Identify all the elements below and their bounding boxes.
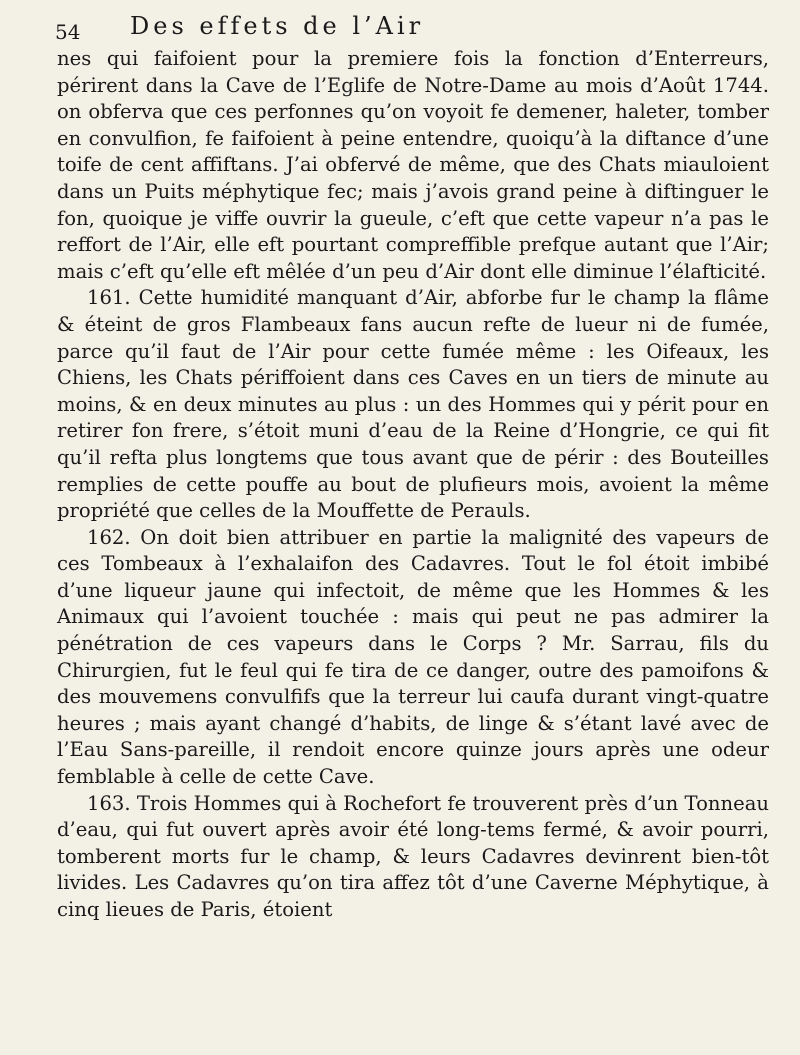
- paragraph-161: 161. Cette humidité manquant d’Air, abforbe fur le champ la flâme & éteint de gros Flambeaux fans aucun refte de lueur ni de fumée, parce qu’il faut de l’Air pour cette fumée même : les Oifeaux, les Chiens, les Chats périffoient dans ces Caves en un tiers de minute au moins, & en deux minutes au plus : un des Hommes qui y périt pour en retirer fon frere, s’étoit muni d’eau de la Reine d’Hongrie, ce qui fit qu’il refta plus longtems que tous avant que de périr : des Bouteilles remplies de cette pouffe au bout de plufieurs mois, avoient la même propriété que celles de la Mouffette de Perauls.: [57, 286, 769, 523]
- page-number: 54: [55, 20, 81, 44]
- running-title: Des effets de l’Air: [130, 12, 425, 40]
- paragraph-163: 163. Trois Hommes qui à Rochefort fe trouverent près d’un Tonneau d’eau, qui fut ouvert après avoir été long-tems fermé, & avoir pourri, tomberent morts fur le champ, & leurs Cadavres devinrent bien-tôt livides. Les Cadavres qu’on tira affez tôt d’une Caverne Méphytique, à cinq lieues de Paris, étoient: [57, 791, 769, 921]
- paragraph-162: 162. On doit bien attribuer en partie la malignité des vapeurs de ces Tombeaux à l’exhalaifon des Cadavres. Tout le fol étoit imbibé d’une liqueur jaune qui infectoit, de même que les Hommes & les Animaux qui l’avoient touchée : mais qui peut ne pas admirer la pénétration de ces vapeurs dans le Corps ? Mr. Sarrau, fils du Chirurgien, fut le feul qui fe tira de ce danger, outre des pamoifons & des mouvemens convulfifs que la terreur lui caufa durant vingt-quatre heures ; mais ayant changé d’habits, de linge & s’étant lavé avec de l’Eau Sans-pareille, il rendoit encore quinze jours après une odeur femblable à celle de cette Cave.: [57, 525, 769, 789]
- paragraph-continuation: nes qui faifoient pour la premiere fois la fonction d’Enterreurs, périrent dans la Cave de l’Eglife de Notre-Dame au mois d’Août 1744. on obferva que ces perfonnes qu’on voyoit fe demener, haleter, tomber en convulfion, fe faifoient à peine entendre, quoiqu’à la diftance d’une toife de cent affiftans. J’ai obfervé de même, que des Chats miauloient dans un Puits méphytique fec; mais j’avois grand peine à diftinguer le fon, quoique je viffe ouvrir la gueule, c’eft que cette vapeur n’a pas le reffort de l’Air, elle eft pourtant compreffible prefque autant que l’Air; mais c’eft qu’elle eft mêlée d’un peu d’Air dont elle diminue l’élafticité.: [57, 47, 769, 283]
- body-text: [57, 46, 769, 924]
